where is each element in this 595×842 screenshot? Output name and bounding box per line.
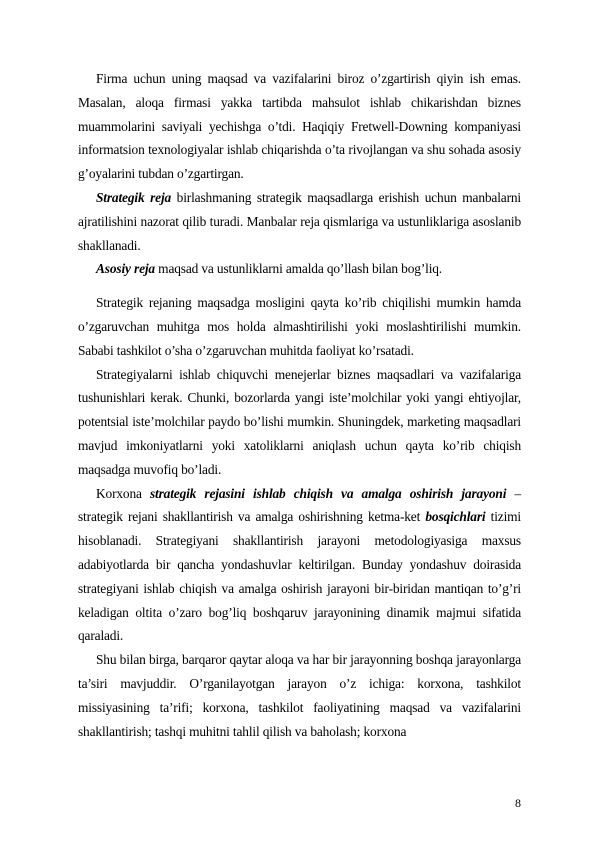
text-run: Korxona	[96, 485, 150, 501]
text-run: birlashmaning strategik maqsadlarga erishish uchun manbalarni ajratilishini nazorat qilib turadi. Manbalar reja qismlariga va ustunliklariga asoslanib shakllanadi.	[78, 189, 522, 253]
paragraph	[78, 257, 521, 281]
paragraph	[78, 363, 521, 482]
text-run: tizimi hisoblanadi. Strategiyani shakllantirish jarayoni metodologiyasiga maxsus adabiyotlarda bir qancha yondashuvlar keltirilgan. Bunday yondashuv doirasida strategiyani ishlab chiqish va amalga oshirish jarayoni bir-biridan mantiqan to’g’ri keladigan oltita o’zaro bog’liq boshqaruv jarayonining dinamik majmui sifatida qaraladi.	[78, 509, 521, 644]
paragraph	[78, 648, 521, 743]
paragraph	[78, 482, 521, 649]
paragraph	[78, 291, 521, 362]
paragraph	[78, 67, 521, 186]
text-run: Strategik rejaning maqsadga mosligini qayta ko’rib chiqilishi mumkin hamda o’zgaruvchan muhitga mos holda almashtirilishi yoki moslashtirilishi mumkin. Sababi tashkilot o’sha o’zgaruvchan muhitda faoliyat ko’rsatadi.	[78, 295, 521, 358]
text-run: maqsad va ustunliklarni amalda qo’llash bilan bog’liq.	[154, 261, 443, 277]
text-run: Strategiyalarni ishlab chiquvchi menejerlar biznes maqsadlari va vazifalariga tushunishlari kerak. Chunki, bozorlarda yangi iste’molchilar yoki yangi ehtiyojlar, potentsial iste’molchilar paydo bo’lishi mumkin. Shuningdek, marketing maqsadlari mavjud imkoniyatlarni yoki xatoliklarni aniqlash uchun qayta ko’rib chiqish maqsadga muvofiq bo’ladi.	[78, 366, 521, 477]
page-number: 8	[515, 796, 521, 810]
text-run: Shu bilan birga, barqaror qaytar aloqa va har bir jarayonning boshqa jarayonlarga ta’siri mavjuddir. O’rganilayotgan jarayon o’z ichiga: korxona, tashkilot missiyasining ta’rifi; korxona, tashkilot faoliyatining maqsad va vazifalarini shakllantirish; tashqi muhitni tahlil qilish va baholash; korxona	[78, 652, 521, 739]
emphasized-term: strategik rejasini ishlab chiqish va amalga oshirish jarayoni	[149, 485, 507, 501]
emphasized-term: Strategik reja	[96, 189, 172, 205]
paragraph	[78, 186, 521, 257]
emphasized-term: Asosiy reja	[96, 261, 155, 277]
body-text	[78, 67, 521, 743]
text-run: – strategik rejani shakllantirish va amalga oshirishning ketma-ket	[78, 485, 521, 525]
emphasized-term: bosqichlari	[425, 509, 486, 525]
text-run: Firma uchun uning maqsad va vazifalarini biroz o’zgartirish qiyin ish emas. Masalan, aloqa firmasi yakka tartibda mahsulot ishlab chikarishdan biznes muammolarini saviyali yechishga o’tdi. Haqiqiy Fretwell-Downing kompaniyasi informatsion texnologiyalar ishlab chiqarishda o’ta rivojlangan va shu sohada asosiy g’oyalarini tubdan o’zgartirgan.	[78, 71, 521, 182]
